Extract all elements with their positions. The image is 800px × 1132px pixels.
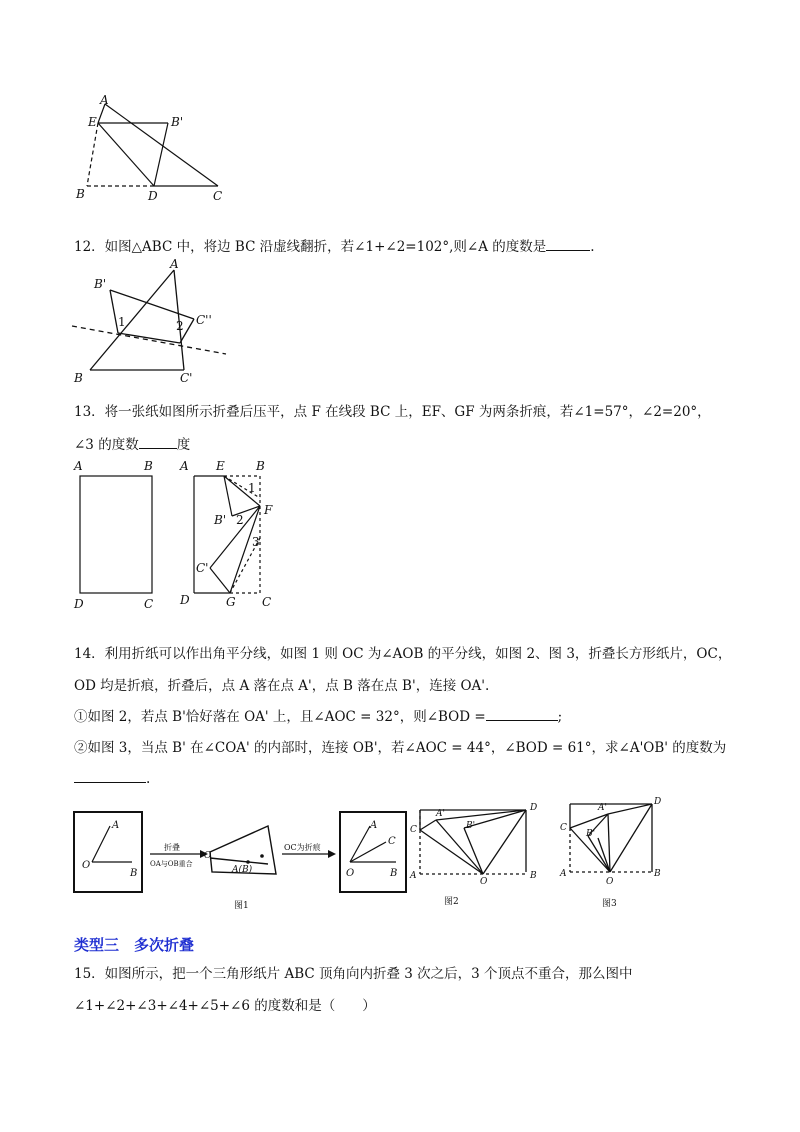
fig1p1-label-b: B [130,868,138,879]
fig3-label-b: B [654,869,661,879]
q14-line1: 14．利用折纸可以作出角平分线，如图 1 则 OC 为∠AOB 的平分线，如图 2、图 3，折叠长方形纸片，OC， [74,646,732,662]
q13r-label-g: G [226,595,236,609]
q13r-label-a: A [180,459,189,473]
fig1p1-label-o: O [82,860,91,871]
fig1p3-label-b: B [390,868,398,879]
fig2-label-o: O [480,877,488,887]
fig11-diagram [70,92,240,207]
fig2-label-c: C [410,825,417,835]
q13l-label-c: C [144,597,154,611]
fig2-label-a: A [410,871,417,881]
fig1p3-label-c: C [388,836,396,847]
q14-line5-end: . [146,771,151,787]
q13-line2 [74,434,190,455]
q13r-label-c: C [262,595,272,609]
q14-line5 [74,768,150,789]
q14-part1: ①如图 2，若点 B'恰好落在 OA' 上，且∠AOC = 32°，则∠BOD = [74,709,486,725]
q13-unit: 度 [176,437,191,453]
fig1-arrow1-top: 折叠 [164,843,180,852]
q13-line1: 13．将一张纸如图所示折叠后压平，点 F 在线段 BC 上，EF、GF 为两条折痕，若∠1=57°，∠2=20°， [74,404,711,420]
q15-line1: 15．如图所示，把一个三角形纸片 ABC 顶角向内折叠 3 次之后，3 个顶点不重合，那么图中 [74,966,633,982]
q12-label-b: B [74,371,83,385]
q12-label-cprime: C' [180,371,193,385]
q13l-label-b: B [144,459,153,473]
fig1p1-label-a: A [112,820,120,831]
fig3-label-c: C [560,823,567,833]
fig11-label-a: A [100,93,109,107]
fig2-label-d: D [530,803,538,813]
fig1-caption: 图1 [234,901,249,911]
fig3-label-bprime: B' [586,829,596,839]
q14-answer-blank-1[interactable] [486,706,558,721]
fig3-label-o: O [606,877,614,887]
fig2-label-b: B [530,871,537,881]
q13-diagram-right [170,458,285,613]
q14-line4: ②如图 3，当点 B' 在∠COA' 的内部时，连接 OB'，若∠AOC = 44°，∠BOD = 61°，求∠A'OB' 的度数为 [74,740,727,756]
q12-question: 12．如图△ABC 中，将边 BC 沿虚线翻折，若∠1+∠2=102°,则∠A 的度数是 [74,239,547,255]
fig11-label-b: B [76,187,85,201]
q12-text [74,236,595,257]
q14-line3 [74,706,562,727]
q13l-label-d: D [74,597,84,611]
q13r-label-1: 1 [248,481,256,495]
q13r-label-bprime: B' [214,513,227,527]
q12-end: . [590,239,595,255]
fig3-label-a: A [560,869,567,879]
q12-label-a: A [170,258,179,271]
q13-diagram-left [70,458,170,613]
q13r-label-d: D [180,593,190,607]
fig3-label-d: D [654,797,662,807]
q14-fig2 [408,798,548,910]
fig1-arrow1-bottom: OA与OB重合 [150,860,193,868]
fig11-label-c: C [213,189,223,203]
fig2-label-bprime: B' [466,821,476,831]
q15-line2: ∠1+∠2+∠3+∠4+∠5+∠6 的度数和是（ ） [74,998,376,1014]
q14-line2: OD 均是折痕，折叠后，点 A 落在点 A'，点 B 落在点 B'，连接 OA'. [74,678,490,694]
q14-answer-blank-2[interactable] [74,768,146,783]
q13l-label-a: A [74,459,83,473]
q13-line2-text: ∠3 的度数 [74,437,139,453]
fig11-label-bprime: B' [171,115,184,129]
fig1p3-label-a: A [370,820,378,831]
q12-label-bprime: B' [94,277,107,291]
fig11-label-d: D [148,189,158,203]
fig2-caption: 图2 [444,897,459,907]
q12-answer-blank[interactable] [546,236,590,251]
q14-fig3 [558,794,668,912]
q13r-label-3: 3 [252,535,260,549]
q12-label-2: 2 [176,319,184,333]
fig2-label-aprime: A' [436,809,445,819]
q13r-label-b: B [256,459,265,473]
fig3-label-aprime: A' [598,803,607,813]
fig1p2-label-ab: A(B) [232,865,253,875]
q12-label-1: 1 [118,315,126,329]
fig1-arrow2-top: OC为折痕 [284,843,321,852]
fig1p3-label-o: O [346,868,355,879]
q13-answer-blank[interactable] [139,434,177,449]
q12-label-cdoubleprime: C'' [196,313,212,327]
q13r-label-f: F [264,503,273,517]
q14-part1-end: ; [557,709,563,725]
q13r-label-e: E [216,459,225,473]
fig1p2-label-o: O [204,851,212,861]
section-title: 类型三 多次折叠 [74,936,195,954]
fig11-label-e: E [88,115,97,129]
q12-diagram [66,258,241,388]
fig3-caption: 图3 [602,899,617,909]
q13r-label-2: 2 [236,513,244,527]
q13r-label-cprime: C' [196,561,209,575]
